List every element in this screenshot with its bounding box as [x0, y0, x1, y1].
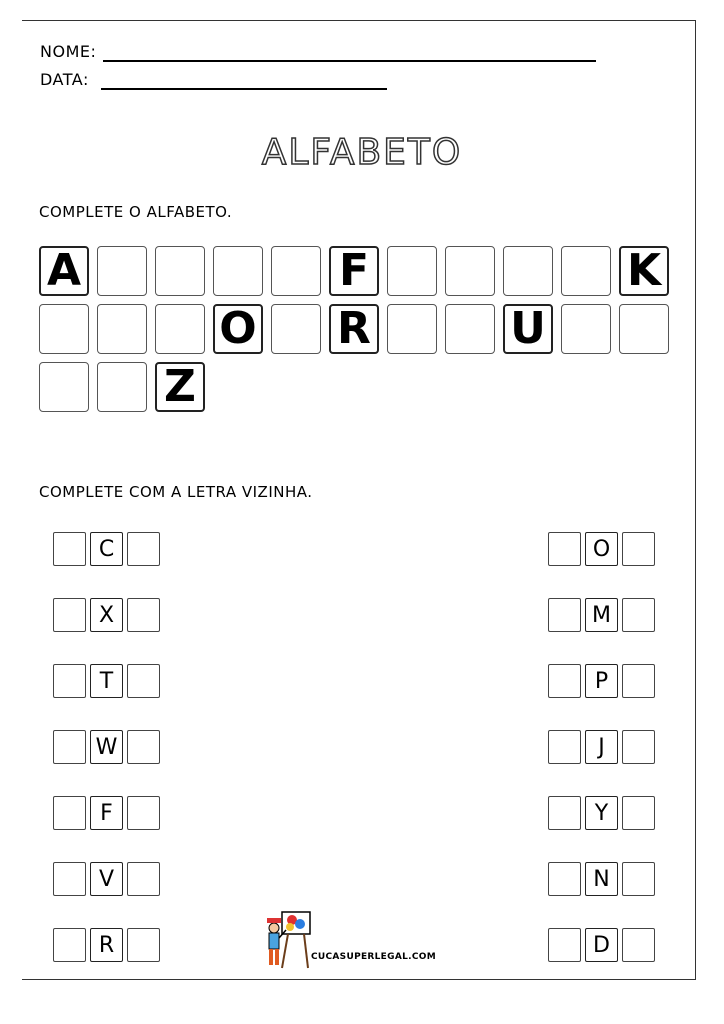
next-letter-box[interactable]: [127, 664, 160, 698]
next-letter-box[interactable]: [127, 928, 160, 962]
alphabet-box[interactable]: [445, 246, 495, 296]
given-letter-box: M: [585, 598, 618, 632]
given-letter-box: F: [90, 796, 123, 830]
neighbor-letter-row: [548, 862, 655, 896]
alphabet-box[interactable]: [97, 246, 147, 296]
date-label: DATA:: [40, 70, 89, 89]
previous-letter-box[interactable]: [53, 664, 86, 698]
alphabet-box: K: [619, 246, 669, 296]
previous-letter-box[interactable]: [548, 532, 581, 566]
next-letter-box[interactable]: [127, 532, 160, 566]
given-letter-box: J: [585, 730, 618, 764]
previous-letter-box[interactable]: [548, 928, 581, 962]
alphabet-box: F: [329, 246, 379, 296]
alphabet-box: R: [329, 304, 379, 354]
painter-easel-icon: [262, 908, 314, 970]
neighbor-letter-row: [548, 730, 655, 764]
given-letter-box: Y: [585, 796, 618, 830]
given-letter-box: X: [90, 598, 123, 632]
alphabet-box[interactable]: [155, 246, 205, 296]
next-letter-box[interactable]: [127, 730, 160, 764]
previous-letter-box[interactable]: [548, 862, 581, 896]
given-letter-box: O: [585, 532, 618, 566]
next-letter-box[interactable]: [127, 862, 160, 896]
next-letter-box[interactable]: [622, 532, 655, 566]
neighbor-letter-row: [548, 598, 655, 632]
next-letter-box[interactable]: [622, 928, 655, 962]
neighbor-column-right: [548, 532, 655, 994]
name-line[interactable]: [103, 60, 596, 62]
previous-letter-box[interactable]: [53, 730, 86, 764]
previous-letter-box[interactable]: [548, 796, 581, 830]
name-label: NOME:: [40, 42, 97, 61]
next-letter-box[interactable]: [622, 598, 655, 632]
neighbor-letter-row: [53, 532, 160, 566]
previous-letter-box[interactable]: [548, 598, 581, 632]
next-letter-box[interactable]: [622, 862, 655, 896]
previous-letter-box[interactable]: [53, 862, 86, 896]
neighbor-letter-row: [53, 598, 160, 632]
next-letter-box[interactable]: [622, 664, 655, 698]
alphabet-box[interactable]: [155, 304, 205, 354]
alphabet-box[interactable]: [619, 304, 669, 354]
given-letter-box: D: [585, 928, 618, 962]
given-letter-box: R: [90, 928, 123, 962]
alphabet-box[interactable]: [271, 246, 321, 296]
given-letter-box: P: [585, 664, 618, 698]
date-line[interactable]: [101, 88, 387, 90]
previous-letter-box[interactable]: [53, 928, 86, 962]
alphabet-box[interactable]: [445, 304, 495, 354]
neighbor-letter-row: [53, 664, 160, 698]
given-letter-box: W: [90, 730, 123, 764]
given-letter-box: C: [90, 532, 123, 566]
neighbor-letter-row: [53, 862, 160, 896]
alphabet-box[interactable]: [561, 246, 611, 296]
next-letter-box[interactable]: [127, 796, 160, 830]
alphabet-box[interactable]: [39, 304, 89, 354]
previous-letter-box[interactable]: [548, 664, 581, 698]
alphabet-box[interactable]: [387, 246, 437, 296]
neighbor-letter-row: [548, 532, 655, 566]
instruction-neighbor: COMPLETE COM A LETRA VIZINHA.: [39, 483, 313, 501]
alphabet-box: Z: [155, 362, 205, 412]
previous-letter-box[interactable]: [53, 796, 86, 830]
neighbor-letter-row: [53, 796, 160, 830]
neighbor-letter-row: [548, 928, 655, 962]
alphabet-box: U: [503, 304, 553, 354]
given-letter-box: N: [585, 862, 618, 896]
neighbor-letter-row: [548, 664, 655, 698]
alphabet-box: A: [39, 246, 89, 296]
previous-letter-box[interactable]: [548, 730, 581, 764]
alphabet-box[interactable]: [97, 362, 147, 412]
alphabet-box[interactable]: [503, 246, 553, 296]
neighbor-column-left: [53, 532, 160, 994]
neighbor-letter-row: [53, 928, 160, 962]
previous-letter-box[interactable]: [53, 598, 86, 632]
instruction-alphabet: COMPLETE O ALFABETO.: [39, 203, 233, 221]
alphabet-box[interactable]: [39, 362, 89, 412]
previous-letter-box[interactable]: [53, 532, 86, 566]
neighbor-letter-row: [53, 730, 160, 764]
site-logo-text: CUCASUPERLEGAL.COM: [311, 952, 436, 962]
alphabet-box[interactable]: [561, 304, 611, 354]
alphabet-box: O: [213, 304, 263, 354]
neighbor-letter-row: [548, 796, 655, 830]
alphabet-box[interactable]: [387, 304, 437, 354]
next-letter-box[interactable]: [622, 730, 655, 764]
next-letter-box[interactable]: [127, 598, 160, 632]
given-letter-box: V: [90, 862, 123, 896]
next-letter-box[interactable]: [622, 796, 655, 830]
alphabet-grid: [39, 246, 679, 412]
page-title: ALFABETO: [261, 132, 463, 173]
alphabet-box[interactable]: [97, 304, 147, 354]
given-letter-box: T: [90, 664, 123, 698]
alphabet-box[interactable]: [213, 246, 263, 296]
alphabet-box[interactable]: [271, 304, 321, 354]
